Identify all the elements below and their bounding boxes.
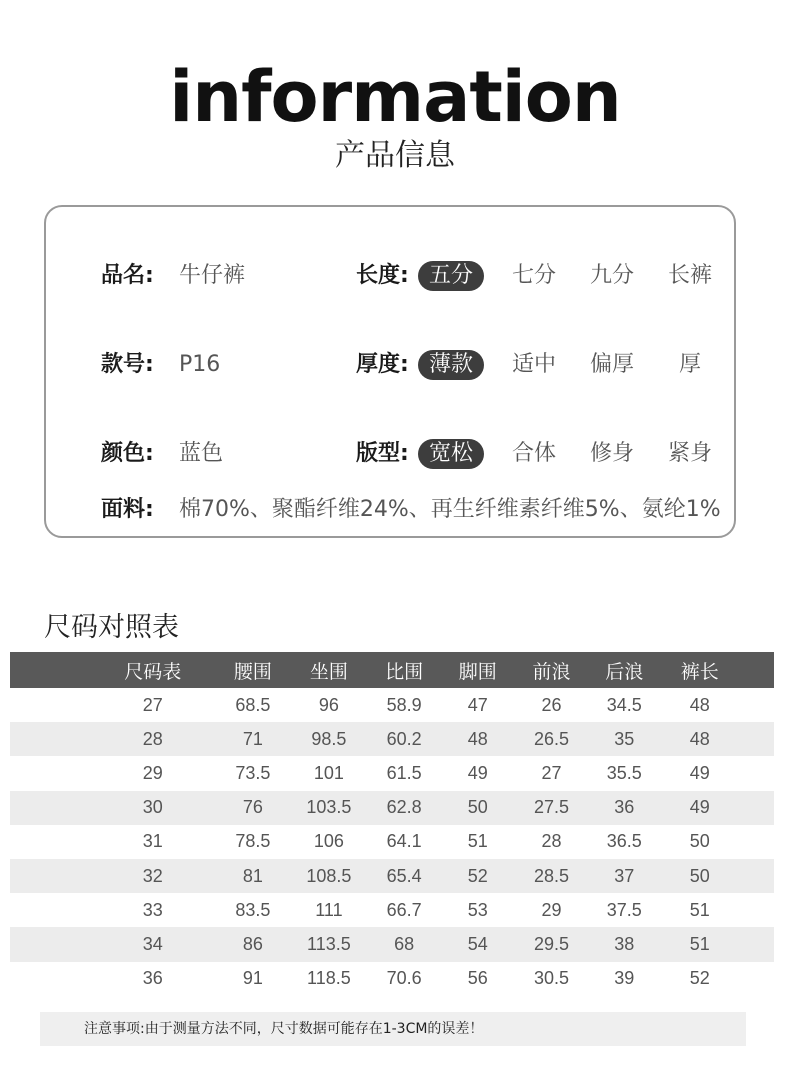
table-row bbox=[10, 722, 774, 756]
table-pad-cell bbox=[739, 722, 774, 756]
length-label: 长度: bbox=[356, 263, 409, 288]
table-cell: 35 bbox=[588, 722, 661, 756]
table-cell: 98.5 bbox=[290, 722, 368, 756]
table-cell: 31 bbox=[142, 831, 163, 852]
table-cell: 36.5 bbox=[606, 831, 642, 852]
table-cell: 51 bbox=[661, 927, 739, 961]
table-cell: 30.5 bbox=[533, 968, 569, 989]
table-cell: 36 bbox=[142, 968, 163, 989]
color-value: 蓝色 bbox=[179, 441, 224, 466]
size-chart-header-row bbox=[10, 652, 774, 688]
product-info-box bbox=[44, 205, 736, 538]
table-cell: 47 bbox=[467, 694, 488, 715]
title-chinese: 产品信息 bbox=[335, 138, 455, 173]
header-cell: 比围 bbox=[368, 652, 441, 688]
table-cell: 28.5 bbox=[515, 859, 588, 893]
fabric-label: 面料: bbox=[101, 497, 154, 522]
table-cell: 106 bbox=[313, 831, 344, 852]
table-cell: 48 bbox=[661, 722, 739, 756]
table-cell: 73.5 bbox=[235, 762, 271, 783]
table-pad-cell bbox=[739, 859, 774, 893]
info-name-row bbox=[101, 258, 245, 294]
info-fabric-row bbox=[101, 492, 721, 528]
table-row bbox=[10, 859, 774, 893]
header-cell: 后浪 bbox=[588, 652, 661, 688]
table-cell: 49 bbox=[467, 762, 488, 783]
table-pad-cell bbox=[739, 756, 774, 790]
table-cell: 108.5 bbox=[290, 859, 368, 893]
table-cell: 52 bbox=[441, 859, 516, 893]
table-cell: 51 bbox=[467, 831, 488, 852]
table-pad-cell bbox=[739, 688, 774, 722]
table-cell: 53 bbox=[467, 899, 488, 920]
table-cell: 48 bbox=[689, 694, 710, 715]
info-style-row bbox=[101, 347, 220, 383]
table-cell: 50 bbox=[661, 859, 739, 893]
table-cell: 81 bbox=[216, 859, 291, 893]
table-cell: 118.5 bbox=[307, 968, 351, 989]
name-value: 牛仔裤 bbox=[179, 263, 246, 288]
table-pad-cell bbox=[739, 893, 774, 927]
fit-option-selected: 宽松 bbox=[418, 439, 484, 469]
table-row bbox=[10, 962, 774, 996]
table-cell: 113.5 bbox=[290, 927, 368, 961]
header-pad bbox=[739, 652, 774, 688]
table-cell: 34 bbox=[10, 927, 216, 961]
table-row bbox=[10, 688, 774, 722]
table-row bbox=[10, 927, 774, 961]
table-cell: 27 bbox=[142, 694, 163, 715]
table-cell: 26 bbox=[541, 694, 562, 715]
table-cell: 34.5 bbox=[606, 694, 642, 715]
name-label: 品名: bbox=[101, 263, 154, 288]
fit-option: 修身 bbox=[589, 441, 634, 466]
table-cell: 61.5 bbox=[386, 762, 422, 783]
table-cell: 29 bbox=[541, 899, 562, 920]
table-cell: 27.5 bbox=[515, 791, 588, 825]
color-label: 颜色: bbox=[101, 441, 154, 466]
header-cell: 腰围 bbox=[216, 652, 291, 688]
fabric-value: 棉70%、聚酯纤维24%、再生纤维素纤维5%、氨纶1% bbox=[179, 497, 721, 522]
table-cell: 101 bbox=[313, 762, 344, 783]
table-cell: 29 bbox=[142, 762, 163, 783]
header-cell: 坐围 bbox=[290, 652, 368, 688]
table-cell: 33 bbox=[142, 899, 163, 920]
table-row bbox=[10, 756, 774, 790]
table-cell: 60.2 bbox=[368, 722, 441, 756]
table-cell: 50 bbox=[689, 831, 710, 852]
table-cell: 52 bbox=[689, 968, 710, 989]
table-cell: 103.5 bbox=[290, 791, 368, 825]
table-cell: 54 bbox=[441, 927, 516, 961]
size-chart-table bbox=[10, 652, 774, 996]
length-option: 七分 bbox=[511, 263, 556, 288]
fit-option: 合体 bbox=[511, 441, 556, 466]
length-option: 长裤 bbox=[667, 263, 712, 288]
fit-option: 紧身 bbox=[667, 441, 712, 466]
length-options bbox=[356, 258, 730, 294]
table-cell: 27 bbox=[541, 762, 562, 783]
thickness-option-selected: 薄款 bbox=[418, 350, 484, 380]
table-cell: 86 bbox=[216, 927, 291, 961]
table-cell: 29.5 bbox=[515, 927, 588, 961]
info-color-row bbox=[101, 436, 223, 472]
table-cell: 66.7 bbox=[386, 899, 422, 920]
header-cell: 裤长 bbox=[661, 652, 739, 688]
table-cell: 39 bbox=[614, 968, 635, 989]
thickness-option: 厚 bbox=[678, 352, 701, 377]
table-cell: 37.5 bbox=[606, 899, 642, 920]
title-english: information bbox=[169, 56, 621, 138]
thickness-options bbox=[356, 347, 730, 383]
style-no-value: P16 bbox=[179, 352, 221, 377]
table-cell: 26.5 bbox=[515, 722, 588, 756]
length-option: 九分 bbox=[589, 263, 634, 288]
header-cell: 脚围 bbox=[441, 652, 516, 688]
table-cell: 68 bbox=[368, 927, 441, 961]
table-pad-cell bbox=[739, 927, 774, 961]
table-cell: 62.8 bbox=[368, 791, 441, 825]
table-cell: 71 bbox=[216, 722, 291, 756]
table-cell: 76 bbox=[216, 791, 291, 825]
thickness-option: 适中 bbox=[511, 352, 556, 377]
table-cell: 68.5 bbox=[235, 694, 271, 715]
table-row bbox=[10, 825, 774, 859]
measurement-note: 注意事项:由于测量方法不同，尺寸数据可能存在1-3CM的误差！ bbox=[40, 1012, 746, 1046]
table-cell: 50 bbox=[441, 791, 516, 825]
table-cell: 96 bbox=[318, 694, 339, 715]
table-cell: 28 bbox=[541, 831, 562, 852]
table-cell: 111 bbox=[315, 899, 343, 920]
table-cell: 36 bbox=[588, 791, 661, 825]
table-cell: 35.5 bbox=[606, 762, 642, 783]
table-cell: 83.5 bbox=[235, 899, 271, 920]
table-cell: 38 bbox=[588, 927, 661, 961]
table-pad-cell bbox=[739, 791, 774, 825]
style-no-label: 款号: bbox=[101, 352, 154, 377]
table-row bbox=[10, 893, 774, 927]
size-chart-title: 尺码对照表 bbox=[44, 612, 179, 643]
table-cell: 70.6 bbox=[386, 968, 422, 989]
length-option-selected: 五分 bbox=[418, 261, 484, 291]
table-cell: 64.1 bbox=[386, 831, 422, 852]
table-cell: 58.9 bbox=[386, 694, 422, 715]
fit-options bbox=[356, 436, 730, 472]
table-cell: 49 bbox=[661, 791, 739, 825]
table-cell: 91 bbox=[242, 968, 263, 989]
table-cell: 51 bbox=[689, 899, 710, 920]
fit-label: 版型: bbox=[356, 441, 409, 466]
thickness-label: 厚度: bbox=[356, 352, 409, 377]
table-cell: 78.5 bbox=[235, 831, 271, 852]
table-cell: 37 bbox=[588, 859, 661, 893]
table-cell: 30 bbox=[10, 791, 216, 825]
table-pad-cell bbox=[739, 962, 774, 996]
table-cell: 48 bbox=[441, 722, 516, 756]
table-cell: 65.4 bbox=[368, 859, 441, 893]
header-cell: 前浪 bbox=[515, 652, 588, 688]
header-cell: 尺码表 bbox=[10, 652, 216, 688]
table-cell: 56 bbox=[467, 968, 488, 989]
table-cell: 28 bbox=[10, 722, 216, 756]
table-cell: 49 bbox=[689, 762, 710, 783]
table-row bbox=[10, 791, 774, 825]
table-cell: 32 bbox=[10, 859, 216, 893]
table-pad-cell bbox=[739, 825, 774, 859]
thickness-option: 偏厚 bbox=[589, 352, 634, 377]
